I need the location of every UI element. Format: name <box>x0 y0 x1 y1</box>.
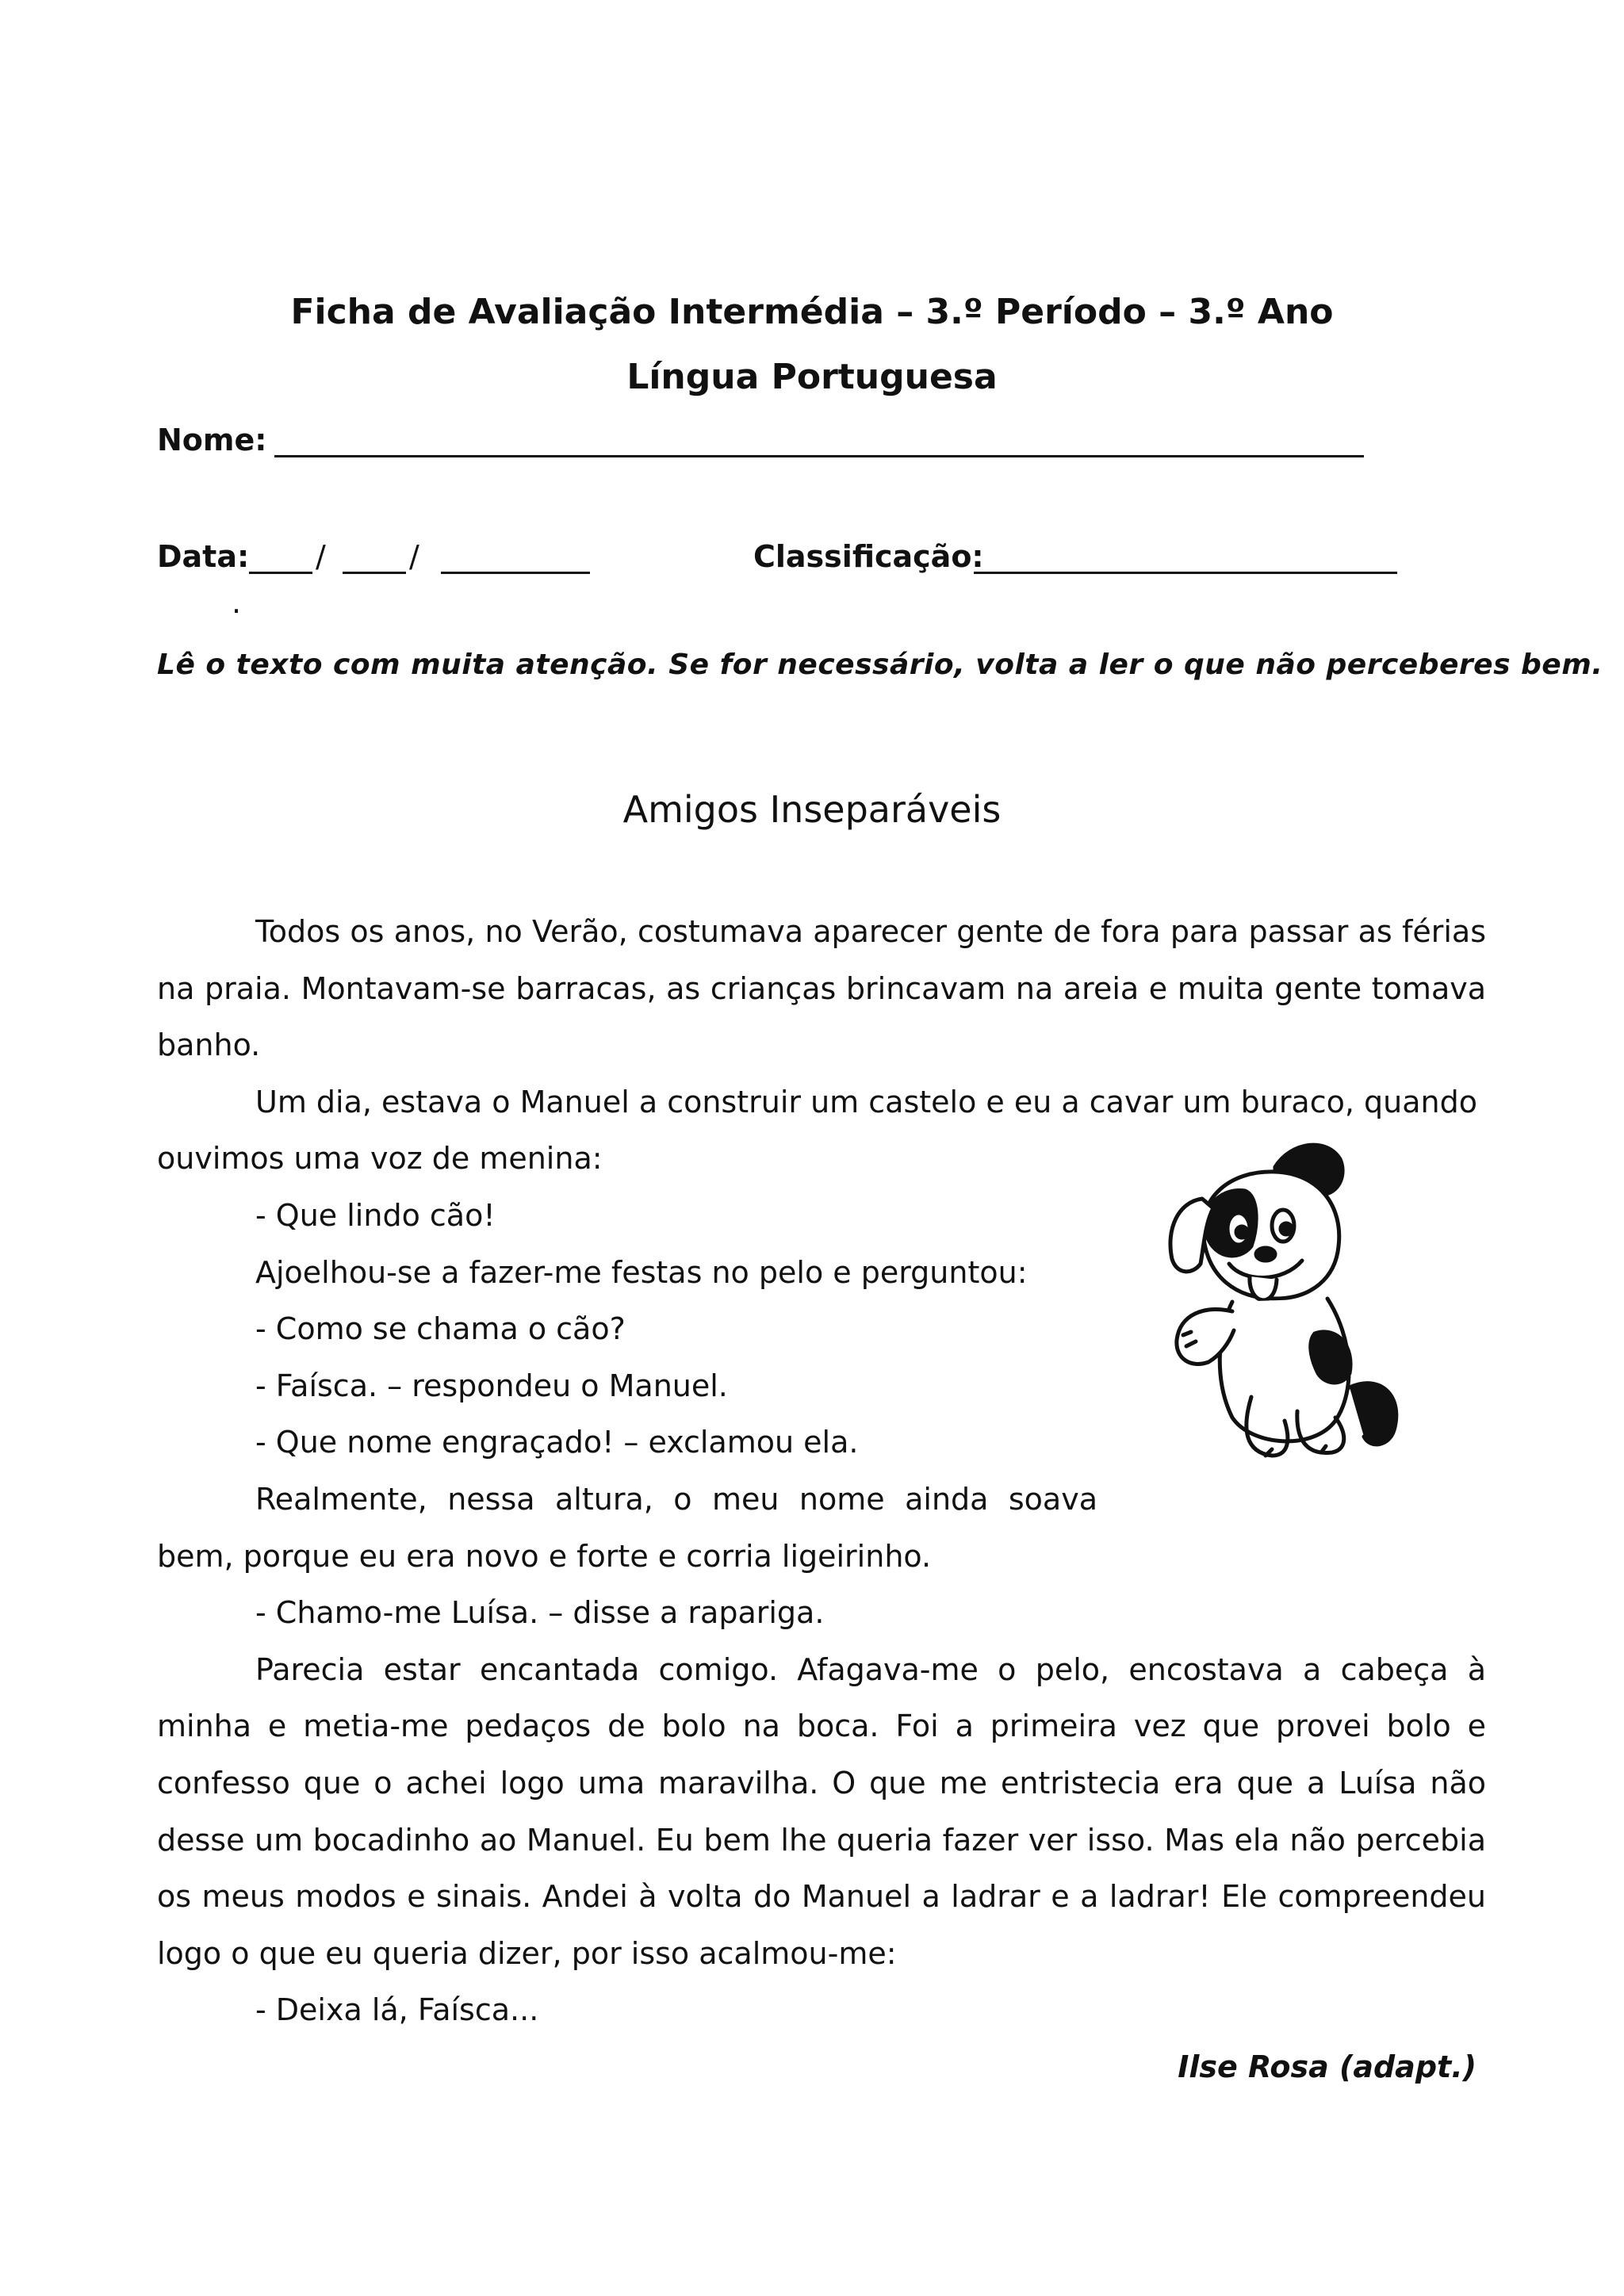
date-day-line[interactable] <box>249 572 312 574</box>
reading-instruction: Lê o texto com muita atenção. Se for necessário, volta a ler o que não perceberes bem. <box>157 649 1603 681</box>
date-year-line[interactable] <box>441 572 590 574</box>
story-text <box>157 904 1486 2039</box>
story-paragraph: Ajoelhou-se a fazer-me festas no pelo e perguntou: <box>255 1254 1028 1290</box>
story-paragraph: - Que nome engraçado! – exclamou ela. <box>255 1425 859 1460</box>
grade-label: Classificação: <box>753 539 984 574</box>
story-paragraph: - Faísca. – respondeu o Manuel. <box>255 1368 728 1403</box>
story-author: Ilse Rosa (adapt.) <box>1178 2049 1477 2084</box>
story-paragraph: - Que lindo cão! <box>255 1197 496 1233</box>
subject-title: Língua Portuguesa <box>626 357 998 397</box>
date-month-line[interactable] <box>343 572 406 574</box>
story-paragraph: Realmente, nessa altura, o meu nome ainda soava bem, porque eu era novo e forte e corria ligeirinho. <box>157 1481 1097 1574</box>
cartoon-dog-icon <box>1156 1135 1410 1468</box>
story-paragraph: - Como se chama o cão? <box>255 1311 626 1347</box>
story-paragraph: Todos os anos, no Verão, costumava aparecer gente de fora para passar as férias na praia. Montavam-se barracas, as crianças brincavam na areia e muita gente tomava banho. <box>157 914 1486 1063</box>
story-paragraph: Parecia estar encantada comigo. Afagava-me o pelo, encostava a cabeça à minha e metia-me pedaços de bolo na boca. Foi a primeira vez que provei bolo e confesso que o achei logo uma maravilha. O que me entristecia era que a Luísa não desse um bocadinho ao Manuel. Eu bem lhe queria fazer ver isso. Mas ela não percebia os meus modos e sinais. Andei à volta do Manuel a ladrar e a ladrar! Ele compreendeu logo o que eu queria dizer, por isso acalmou-me: <box>157 1651 1486 1971</box>
stray-dot: . <box>232 585 242 620</box>
story-paragraph: - Chamo-me Luísa. – disse a rapariga. <box>255 1595 825 1631</box>
grade-field-line[interactable] <box>974 572 1397 574</box>
story-paragraph: - Deixa lá, Faísca... <box>255 1992 539 2028</box>
story-title: Amigos Inseparáveis <box>622 788 1002 831</box>
name-field-line[interactable] <box>274 455 1364 457</box>
name-label: Nome: <box>157 423 267 457</box>
date-label: Data: <box>157 539 250 574</box>
date-separator: / <box>316 539 326 574</box>
story-paragraph: Um dia, estava o Manuel a construir um castelo e eu a cavar um buraco, quando ouvimos uma voz de menina: <box>157 1084 1477 1177</box>
worksheet-title: Ficha de Avaliação Intermédia – 3.º Período – 3.º Ano <box>290 292 1334 332</box>
date-separator: / <box>409 539 419 574</box>
